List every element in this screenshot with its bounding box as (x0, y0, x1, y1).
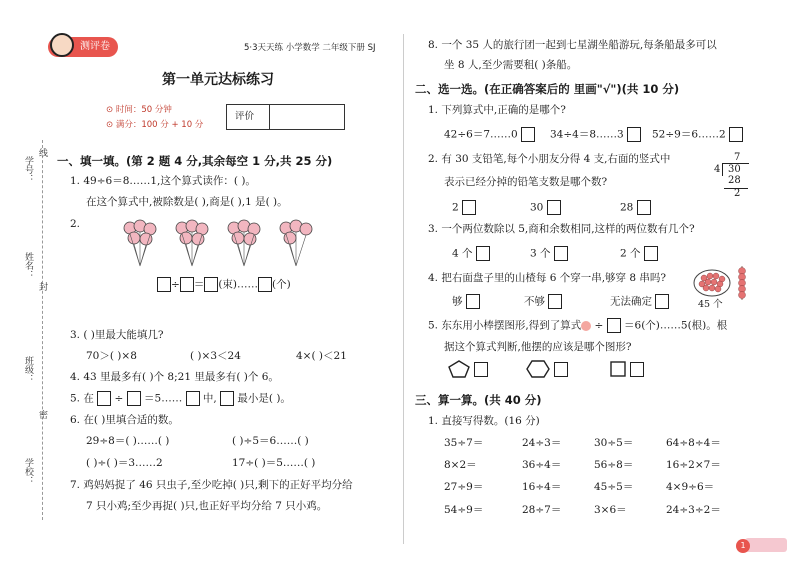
calc-item: 64÷8÷4＝ (666, 437, 721, 449)
section-1-title: 一、填一填。(第 2 题 4 分,其余每空 1 分,共 25 分) (57, 154, 333, 168)
q3-title: 3. ( )里最大能填几? (70, 329, 164, 341)
q6-a: 29÷8＝( )……( ) (86, 435, 170, 447)
answer-box[interactable] (180, 277, 194, 292)
r4-option-b (524, 294, 562, 309)
series-label: 5·3天天练 小学数学 二年级下册 SJ (244, 43, 376, 53)
r4-title: 4. 把右面盘子里的山楂每 6 个穿一串,够穿 8 串吗? (428, 272, 667, 284)
cut-mark-3: 密 (37, 410, 47, 419)
cut-line (42, 140, 43, 520)
q3-a: 70＞( )×8 (86, 350, 137, 362)
checkbox[interactable] (466, 294, 480, 309)
div-dividend: 30 (728, 164, 741, 175)
eval-label: 评价 (235, 111, 255, 122)
time-text: 时间：50 分钟 (115, 105, 172, 115)
cut-mark-2: 封 (37, 282, 47, 291)
q8-line-2: 坐 8 人,至少需要租( )条船。 (444, 59, 578, 71)
checkbox[interactable] (554, 362, 568, 377)
r2-option-c (620, 200, 651, 215)
r5-line-2: 据这个算式判断,他摆的应该是哪个图形? (444, 341, 632, 353)
name-label: 姓名： (23, 252, 33, 279)
r2-option-b (530, 200, 561, 215)
section-2-title: 二、选一选。(在正确答案后的 里画"√")(共 10 分) (415, 82, 680, 96)
r4-option-c (610, 294, 669, 309)
calc-item: 3×6＝ (594, 504, 627, 516)
school-label: 学校： (23, 458, 33, 485)
r3-c-text: 2 个 (620, 247, 641, 260)
calc-item: 30÷5＝ (594, 437, 634, 449)
r4-b-text: 不够 (524, 295, 545, 308)
q7-line-2: 7 只小鸡;至少再捉( )只,也正好平均分给 7 只小鸡。 (86, 500, 328, 512)
symbol-circle-icon (581, 321, 591, 331)
checkbox[interactable] (547, 200, 561, 215)
time-label: ⊙ 时间：50 分钟 (106, 105, 172, 115)
div-quotient: 7 (734, 152, 741, 163)
checkbox[interactable] (554, 246, 568, 261)
calc-item: 8×2＝ (444, 459, 477, 471)
hexagon-icon (526, 360, 550, 378)
skewer-icon (736, 266, 748, 300)
r3-a-text: 4 个 (452, 247, 473, 260)
div-divisor: 4 (714, 164, 721, 175)
calc-item: 54÷9＝ (444, 504, 484, 516)
checkbox[interactable] (729, 127, 743, 142)
calc-item: 56÷8＝ (594, 459, 634, 471)
calc-item: 28÷7＝ (522, 504, 562, 516)
checkbox[interactable] (637, 200, 651, 215)
checkbox[interactable] (627, 127, 641, 142)
checkbox[interactable] (630, 362, 644, 377)
checkbox[interactable] (521, 127, 535, 142)
id-label: 学号： (23, 156, 33, 183)
calc-item: 16÷4＝ (522, 481, 562, 493)
answer-box[interactable] (204, 277, 218, 292)
hawthorn-count: 45 个 (698, 299, 723, 310)
answer-box (186, 391, 200, 406)
balloon-bunches-icon (120, 218, 330, 276)
checkbox[interactable] (548, 294, 562, 309)
calc-item: 24÷3÷2＝ (666, 504, 721, 516)
q6-d: 17÷( )＝5……( ) (232, 457, 316, 469)
q2-number: 2. (70, 218, 81, 230)
square-icon (610, 361, 626, 377)
eval-divider (269, 105, 270, 129)
r2-line-1: 2. 有 30 支铅笔,每个小朋友分得 4 支,右面的竖式中 (428, 153, 671, 165)
r4-a-text: 够 (452, 295, 463, 308)
div-product: 28 (728, 175, 741, 186)
r2-b-text: 30 (530, 201, 544, 214)
r1-option-c (652, 127, 743, 142)
r3-b-text: 3 个 (530, 247, 551, 260)
r1-option-b (550, 127, 641, 142)
score-text: 满分：100 分 + 10 分 (115, 120, 204, 130)
q1-line-2: 在这个算式中,被除数是( ),商是( ),1 是( )。 (86, 196, 288, 208)
q8-line-1: 8. 一个 35 人的旅行团一起到七星湖坐船游玩,每条船最多可以 (428, 39, 717, 51)
q6-b: ( )÷5＝6……( ) (232, 435, 309, 447)
r2-a-text: 2 (452, 201, 459, 214)
q3-b: ( )×3＜24 (190, 350, 241, 362)
q6-c: ( )÷( )＝3……2 (86, 457, 163, 469)
answer-box[interactable] (157, 277, 171, 292)
div-remainder: 2 (734, 188, 741, 199)
r3-option-b (530, 246, 568, 261)
answer-box (607, 318, 621, 333)
page-title: 第一单元达标练习 (162, 72, 274, 88)
footer-bar (745, 538, 787, 552)
calc-item: 24÷3＝ (522, 437, 562, 449)
score-label: ⊙ 满分：100 分 + 10 分 (106, 120, 204, 130)
c1-title: 1. 直接写得数。(16 分) (428, 415, 540, 427)
calc-item: 27÷9＝ (444, 481, 484, 493)
r1-c-text: 52÷9＝6……2 (652, 128, 726, 141)
calc-item: 35÷7＝ (444, 437, 484, 449)
q5-text: 5. 在 ÷ ＝5…… 中, 最小是( )。 (70, 392, 291, 405)
r1-option-a (444, 127, 535, 142)
page-number: 1 (736, 539, 750, 553)
r5-line-1: 5. 东东用小棒摆图形,得到了算式 ÷ ＝6(个)……5(根)。根 (428, 319, 728, 332)
q3-c: 4×( )＜21 (296, 350, 347, 362)
mascot-icon (50, 33, 74, 57)
long-division (712, 152, 752, 202)
r2-line-2: 表示已经分掉的铅笔支数是哪个数? (444, 176, 608, 188)
r3-title: 3. 一个两位数除以 5,商和余数相同,这样的两位数有几个? (428, 223, 695, 235)
r2-option-a (452, 200, 476, 215)
q1-line-1: 1. 49÷6＝8……1,这个算式读作：( )。 (70, 175, 256, 187)
column-divider (403, 34, 404, 544)
answer-box (127, 391, 141, 406)
checkbox[interactable] (476, 246, 490, 261)
r4-option-a (452, 294, 480, 309)
q7-line-1: 7. 鸡妈妈捉了 46 只虫子,至少吃掉( )只,剩下的正好平均分给 (70, 479, 353, 491)
calc-item: 16÷2×7＝ (666, 459, 721, 471)
calc-item: 4×9÷6＝ (666, 481, 715, 493)
r1-b-text: 34÷4＝8……3 (550, 128, 624, 141)
badge-label: 测评卷 (80, 41, 110, 52)
answer-box[interactable] (258, 277, 272, 292)
q4-text: 4. 43 里最多有( )个 8;21 里最多有( )个 6。 (70, 371, 279, 383)
r2-c-text: 28 (620, 201, 634, 214)
r1-a-text: 42÷6＝7……0 (444, 128, 518, 141)
checkbox[interactable] (644, 246, 658, 261)
r3-option-a (452, 246, 490, 261)
checkbox[interactable] (655, 294, 669, 309)
r1-title: 1. 下列算式中,正确的是哪个? (428, 104, 566, 116)
evaluation-box (226, 104, 345, 130)
r3-option-c (620, 246, 658, 261)
calc-item: 36÷4＝ (522, 459, 562, 471)
q6-title: 6. 在( )里填合适的数。 (70, 414, 179, 426)
pentagon-icon (448, 360, 470, 378)
calc-item: 45÷5＝ (594, 481, 634, 493)
r4-c-text: 无法确定 (610, 295, 652, 308)
section-3-title: 三、算一算。(共 40 分) (415, 393, 542, 407)
q2-equation: ÷ ＝ (束)…… (个) (157, 277, 291, 292)
checkbox[interactable] (462, 200, 476, 215)
class-label: 班级： (23, 356, 33, 383)
hawthorn-plate-icon (692, 268, 732, 298)
answer-box (220, 391, 234, 406)
checkbox[interactable] (474, 362, 488, 377)
answer-box (97, 391, 111, 406)
cut-mark-1: 线 (37, 148, 47, 157)
